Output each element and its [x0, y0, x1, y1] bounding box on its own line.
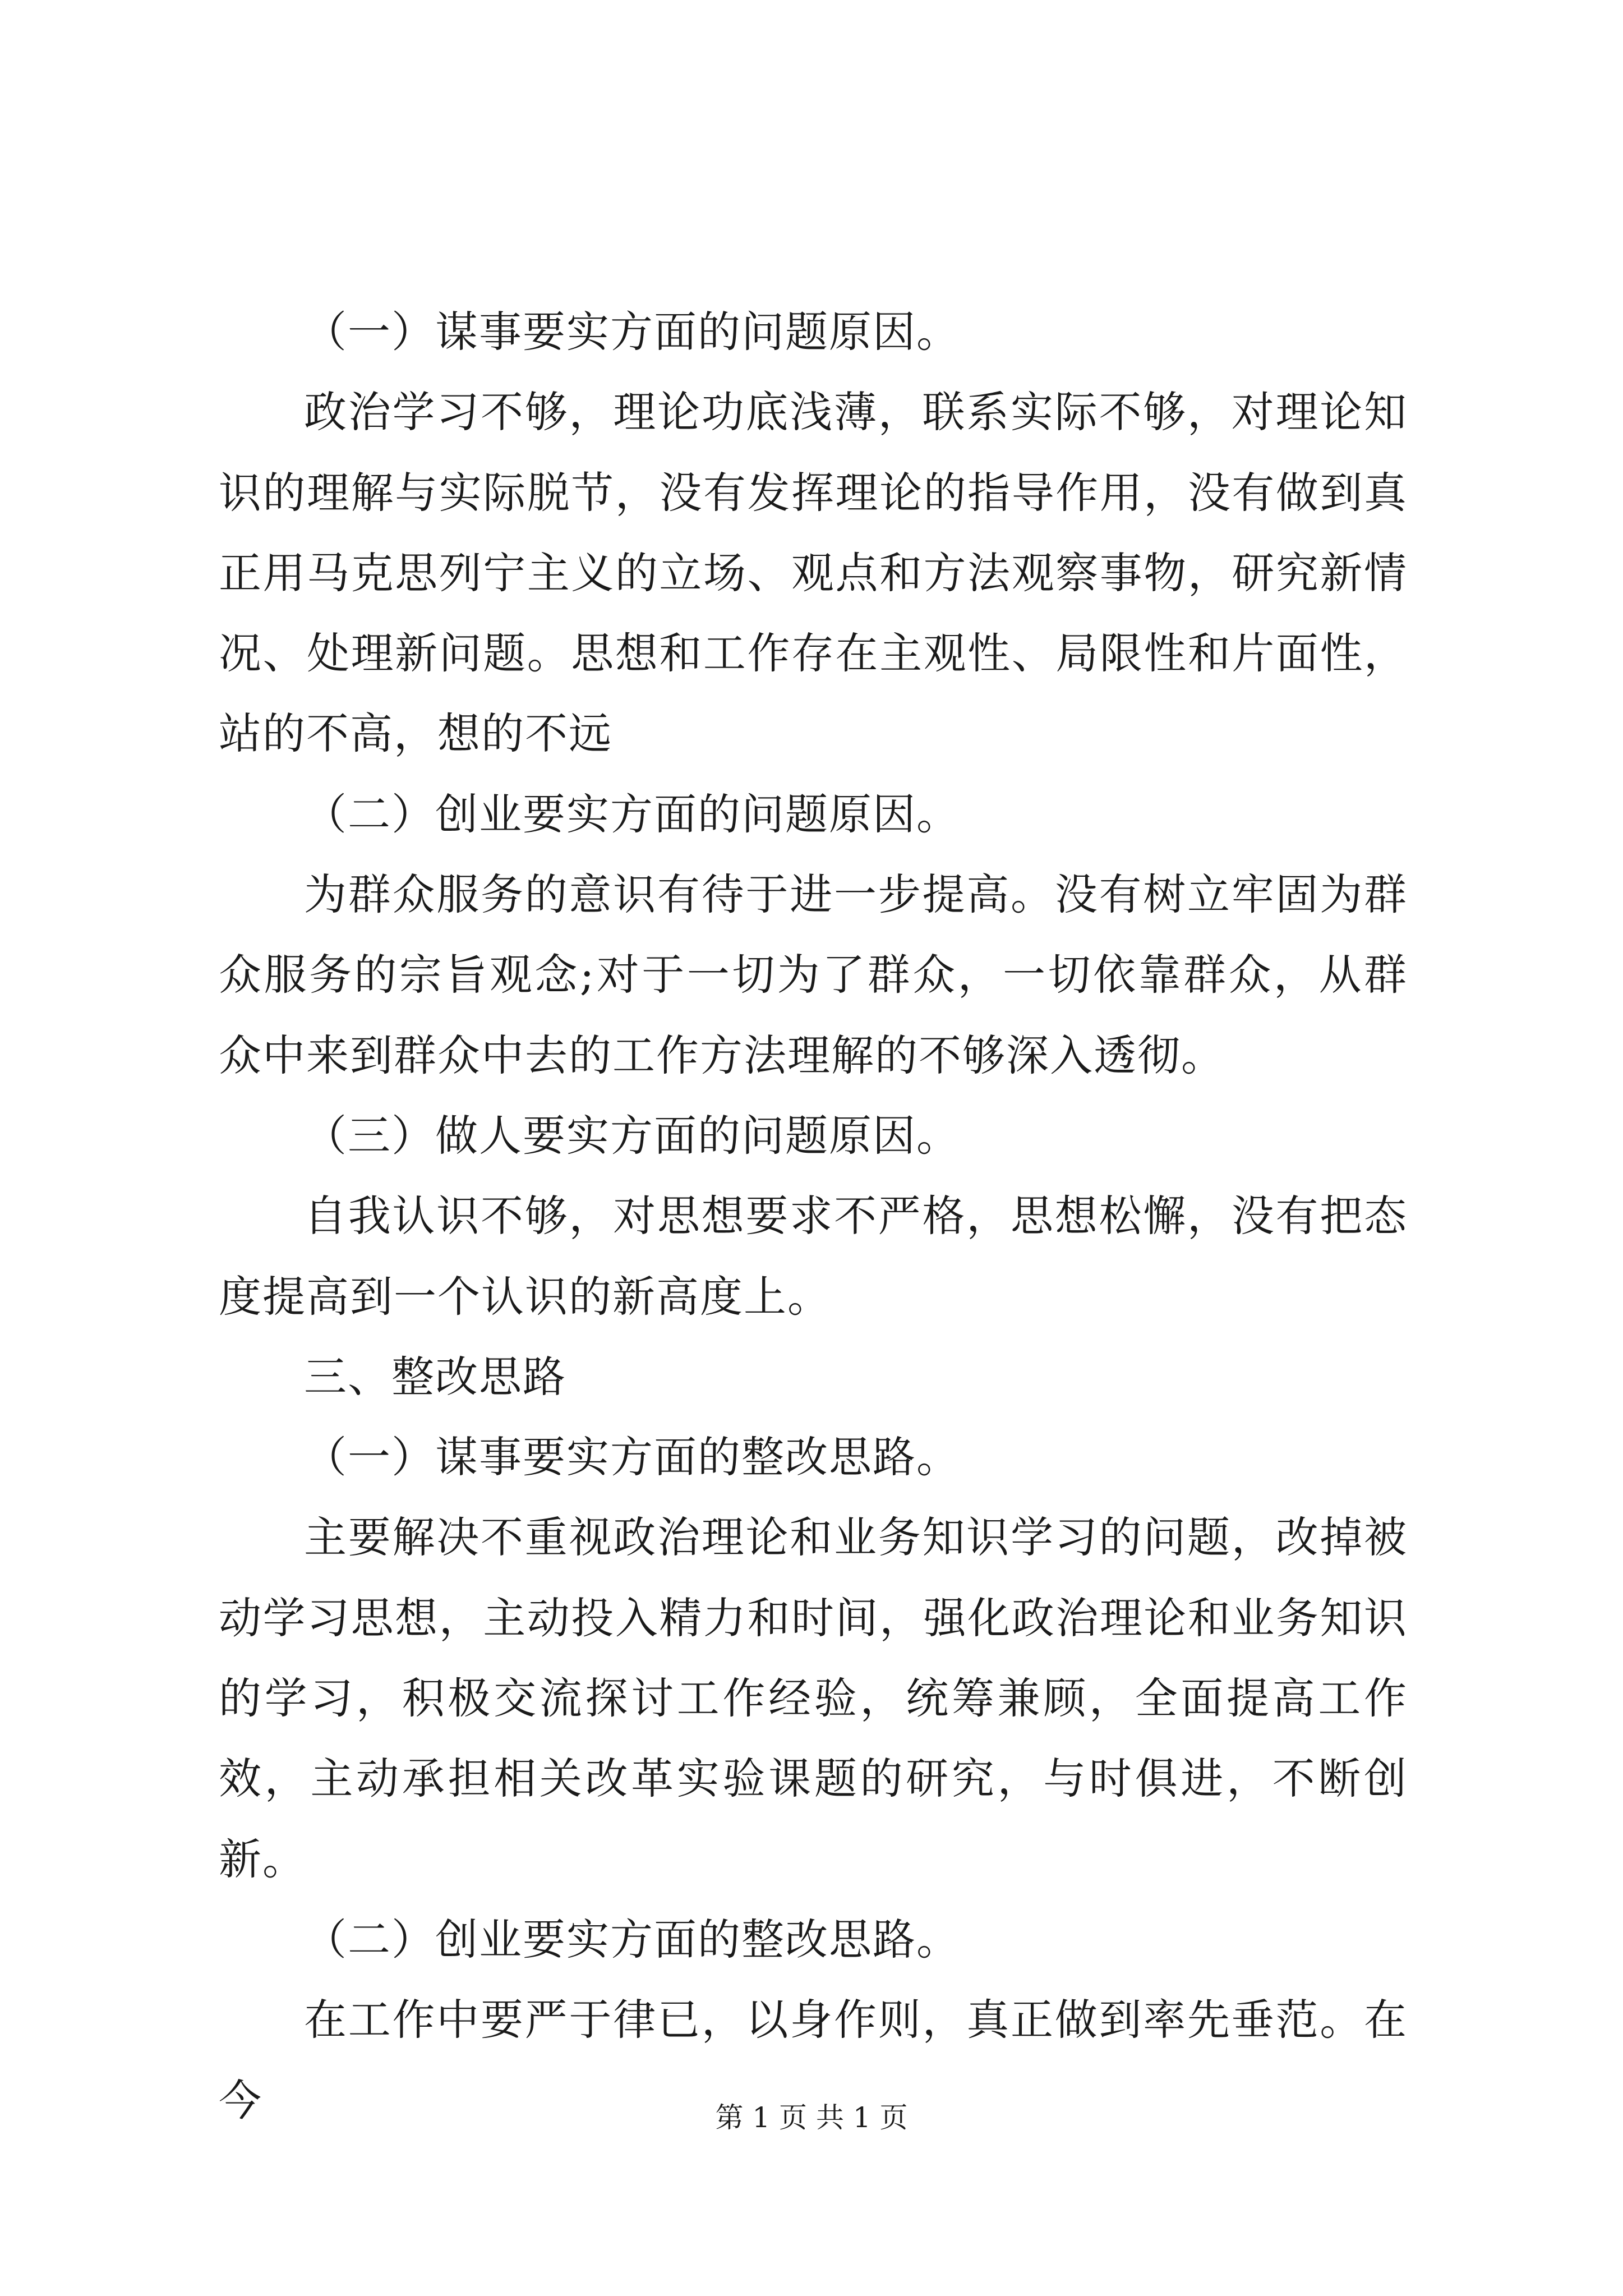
section-heading-problem-cause-2: （二）创业要实方面的问题原因。	[304, 789, 960, 839]
paragraph-problem-cause-1: 政治学习不够，理论功底浅薄，联系实际不够，对理论知识的理解与实际脱节，没有发挥理论的指导作用，没有做到真正用马克思列宁主义的立场、观点和方法观察事物，研究新情况、处理新问题。思想和工作存在主观性、局限性和片面性，站的不高，想的不远	[219, 387, 1408, 759]
paragraph-rectification-1: 主要解决不重视政治理论和业务知识学习的问题，改掉被动学习思想，主动投入精力和时间，强化政治理论和业务知识的学习，积极交流探讨工作经验，统筹兼顾，全面提高工作效，主动承担相关改革实验课题的研究，与时俱进，不断创新。	[219, 1512, 1408, 1884]
paragraph-rectification-2: 在工作中要严于律已，以身作则，真正做到率先垂范。在今	[219, 1995, 1408, 2125]
paragraph-problem-cause-2: 为群众服务的意识有待于进一步提高。没有树立牢固为群众服务的宗旨观念;对于一切为了群众，一切依靠群众，从群众中来到群众中去的工作方法理解的不够深入透彻。	[219, 869, 1408, 1080]
section-heading-problem-cause-1: （一）谋事要实方面的问题原因。	[304, 307, 960, 357]
section-heading-rectification: 三、整改思路	[304, 1351, 566, 1402]
page-number-footer: 第 1 页 共 1 页	[715, 2101, 908, 2134]
subheading-rectification-2: （二）创业要实方面的整改思路。	[304, 1914, 960, 1964]
paragraph-problem-cause-3: 自我认识不够，对思想要求不严格，思想松懈，没有把态度提高到一个认识的新高度上。	[219, 1191, 1408, 1322]
section-heading-problem-cause-3: （三）做人要实方面的问题原因。	[304, 1110, 960, 1161]
subheading-rectification-1: （一）谋事要实方面的整改思路。	[304, 1432, 960, 1483]
document-body	[219, 292, 1408, 2141]
